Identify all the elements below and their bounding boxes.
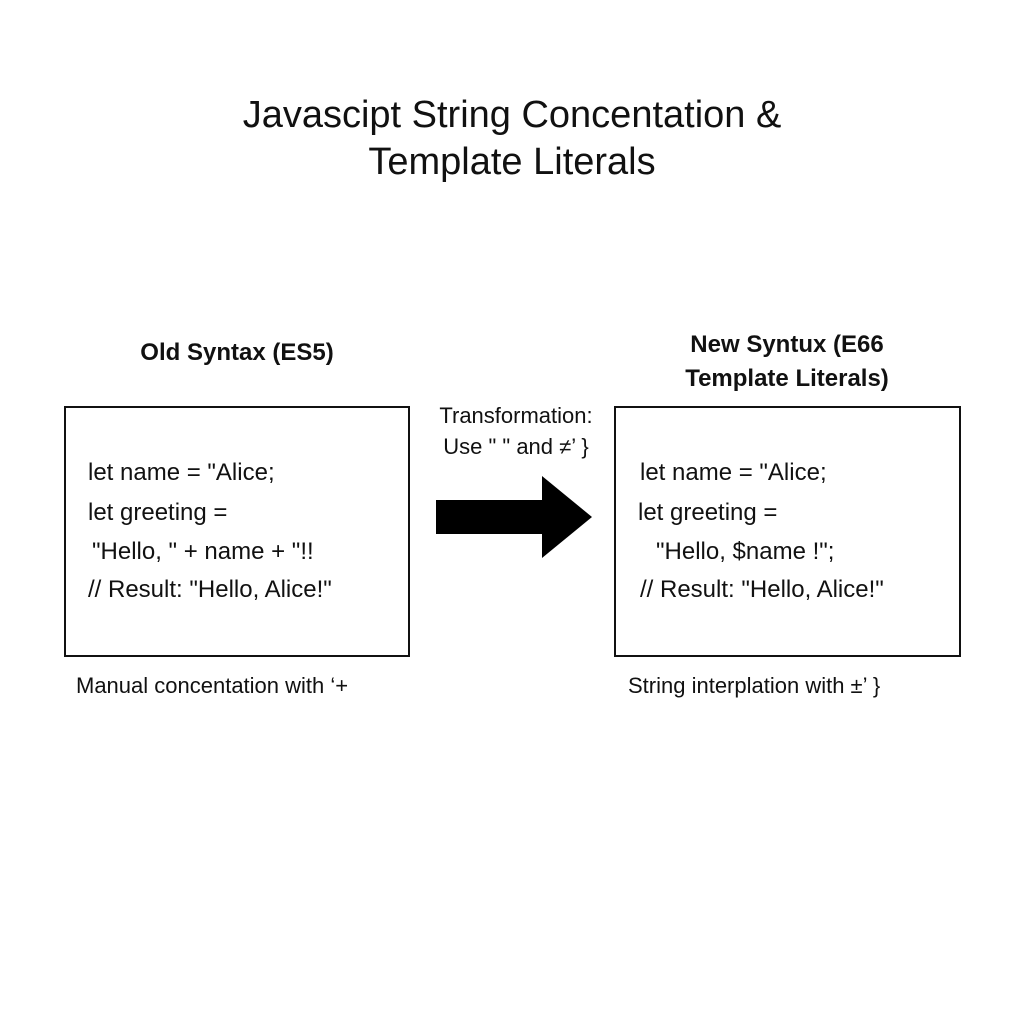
- new-syntax-heading-line-1: New Syntux (E66: [690, 331, 884, 358]
- old-code-line-3: "Hello, " + name + "!!: [92, 538, 314, 565]
- title-line-2: Template Literals: [368, 141, 656, 183]
- new-code-line-1: let name = "Alice;: [640, 459, 827, 486]
- new-syntax-heading: [614, 328, 960, 396]
- new-syntax-heading-line-2: Template Literals): [685, 365, 889, 392]
- new-code-line-2: let greeting =: [638, 499, 778, 526]
- transformation-label-line-1: Transformation:: [439, 403, 593, 428]
- old-code-line-2: let greeting =: [88, 499, 228, 526]
- old-syntax-code-box: [64, 406, 410, 657]
- old-syntax-caption: Manual concentation with ‘+: [76, 673, 349, 698]
- arrow-shape: [436, 476, 592, 558]
- right-arrow-icon: [434, 474, 594, 560]
- new-code-line-3: "Hello, $name !";: [656, 538, 835, 565]
- transformation-label: [418, 400, 614, 462]
- diagram-title: [0, 92, 1024, 186]
- old-code-line-1: let name = "Alice;: [88, 459, 275, 486]
- old-syntax-heading: Old Syntax (ES5): [140, 339, 334, 366]
- new-syntax-caption: String interplation with ±’ }: [628, 673, 881, 698]
- new-code-line-4: // Result: "Hello, Alice!": [640, 576, 884, 603]
- title-line-1: Javascipt String Concentation &: [242, 94, 782, 136]
- transformation-label-line-2: Use " " and ≠’ }: [443, 434, 589, 459]
- new-syntax-code-box: [614, 406, 961, 657]
- old-code-line-4: // Result: "Hello, Alice!": [88, 576, 332, 603]
